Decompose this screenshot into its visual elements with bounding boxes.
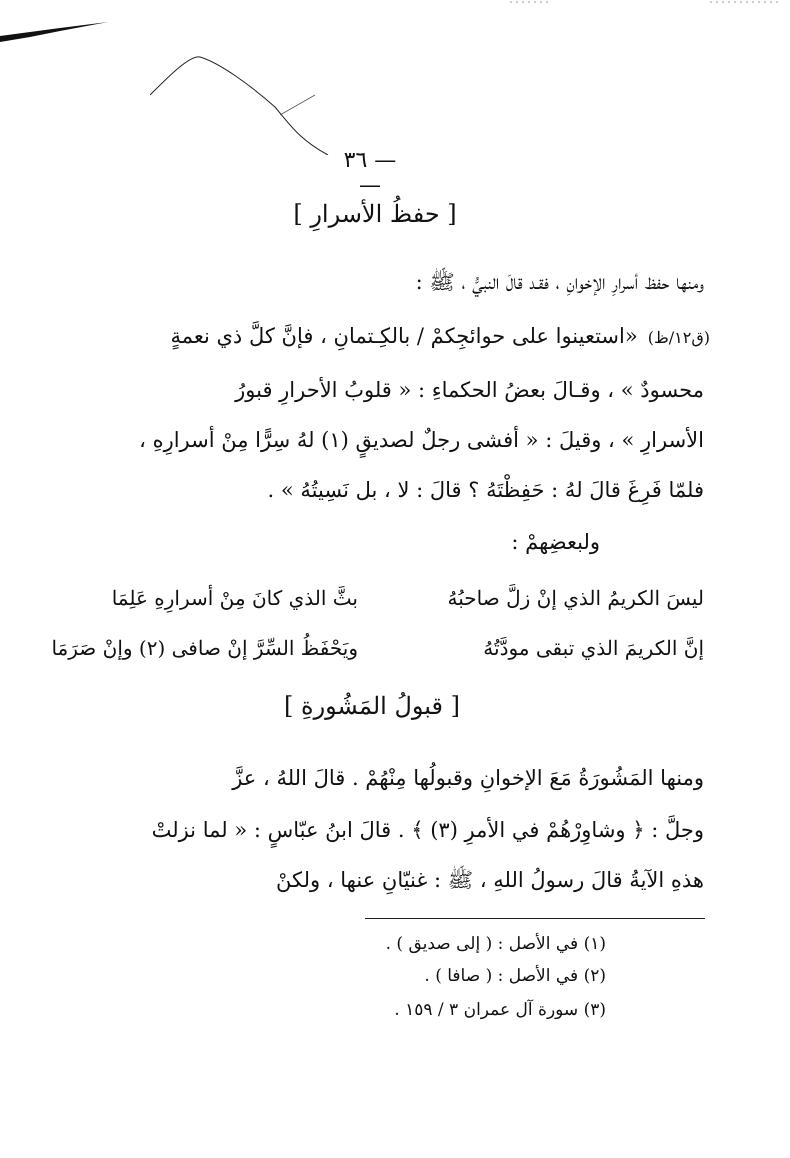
section-heading-keeping-secrets: [ حفظُ الأسرارِ ] — [293, 200, 457, 228]
paragraph-1-line-4: الأسرارِ » ، وقيلَ : « أفشى رجلٌ لصديقٍ (١) لهُ سِرًّا مِنْ أسرارِهِ ، — [139, 428, 704, 452]
footnote-divider — [365, 918, 705, 919]
scan-artifact-curve — [150, 45, 330, 155]
paragraph-2-line-2: وجلَّ : ﴿ وشاوِرْهُمْ في الأمرِ (٣) ﴾ . قالَ ابنُ عبّاسٍ : « لما نزلتْ — [151, 818, 704, 842]
paragraph-2-line-1: ومنها المَشُورَةُ مَعَ الإخوانِ وقبولُها مِنْهُمْ . قالَ اللهُ ، عزَّ — [232, 766, 704, 790]
footnote-2: (٢) في الأصل : ( صافا ) . — [424, 966, 606, 986]
scan-artifact-stroke — [0, 22, 110, 42]
footnote-1: (١) في الأصل : ( إلى صديق ) . — [385, 934, 606, 954]
verse-2-second-hemistich: ويَحْفَظُ السِّرَّ إنْ صافى (٢) وإنْ صَرَمَا — [51, 636, 358, 660]
verse-1-second-hemistich: بثَّ الذي كانَ مِنْ أسرارِهِ عَلِمَا — [111, 586, 358, 610]
paragraph-2-line-3: هذهِ الآيةُ قالَ رسولُ اللهِ ، ﷺ : غنيّانِ عنها ، ولكنْ — [276, 868, 704, 892]
paragraph-1-line-3: محسودٌ » ، وقـالَ بعضُ الحكماءِ : « قلوبُ الأحرارِ قبورُ — [235, 378, 704, 402]
page-number: — ٣٦ — — [343, 148, 397, 198]
verse-2-first-hemistich: إنَّ الكريمَ الذي تبقى مودَّتُهُ — [483, 636, 704, 660]
paragraph-1-line-2-text: «استعينوا على حوائجِكمْ / بالكِـتمانِ ، فإنَّ كلَّ ذي نعمةٍ — [170, 324, 638, 348]
footnote-3: (٣) سورة آل عمران ٣ / ١٥٩ . — [394, 1000, 606, 1020]
paragraph-1-line-1: ومنها حفظ أسرارِ الإخوانِ ، فقـد قالَ النبيُّ ، ﷺ : — [415, 270, 704, 294]
paragraph-1-line-5: فلمّا فَرِغَ قالَ لهُ : حَفِظْتَهُ ؟ قالَ : لا ، بل نَسِيتُهُ » . — [267, 478, 704, 502]
poem-intro: ولبعضِهمْ : — [511, 530, 600, 554]
paragraph-1-line-2 — [98, 318, 710, 356]
scan-artifact-dots — [510, 0, 780, 6]
verse-1-first-hemistich: ليسَ الكريمُ الذي إنْ زلَّ صاحبُهُ — [447, 586, 704, 610]
section-heading-accepting-advice: [ قبولُ المَشُورةِ ] — [284, 692, 460, 720]
manuscript-folio-ref: (ق١٢/ظ) — [647, 328, 710, 347]
